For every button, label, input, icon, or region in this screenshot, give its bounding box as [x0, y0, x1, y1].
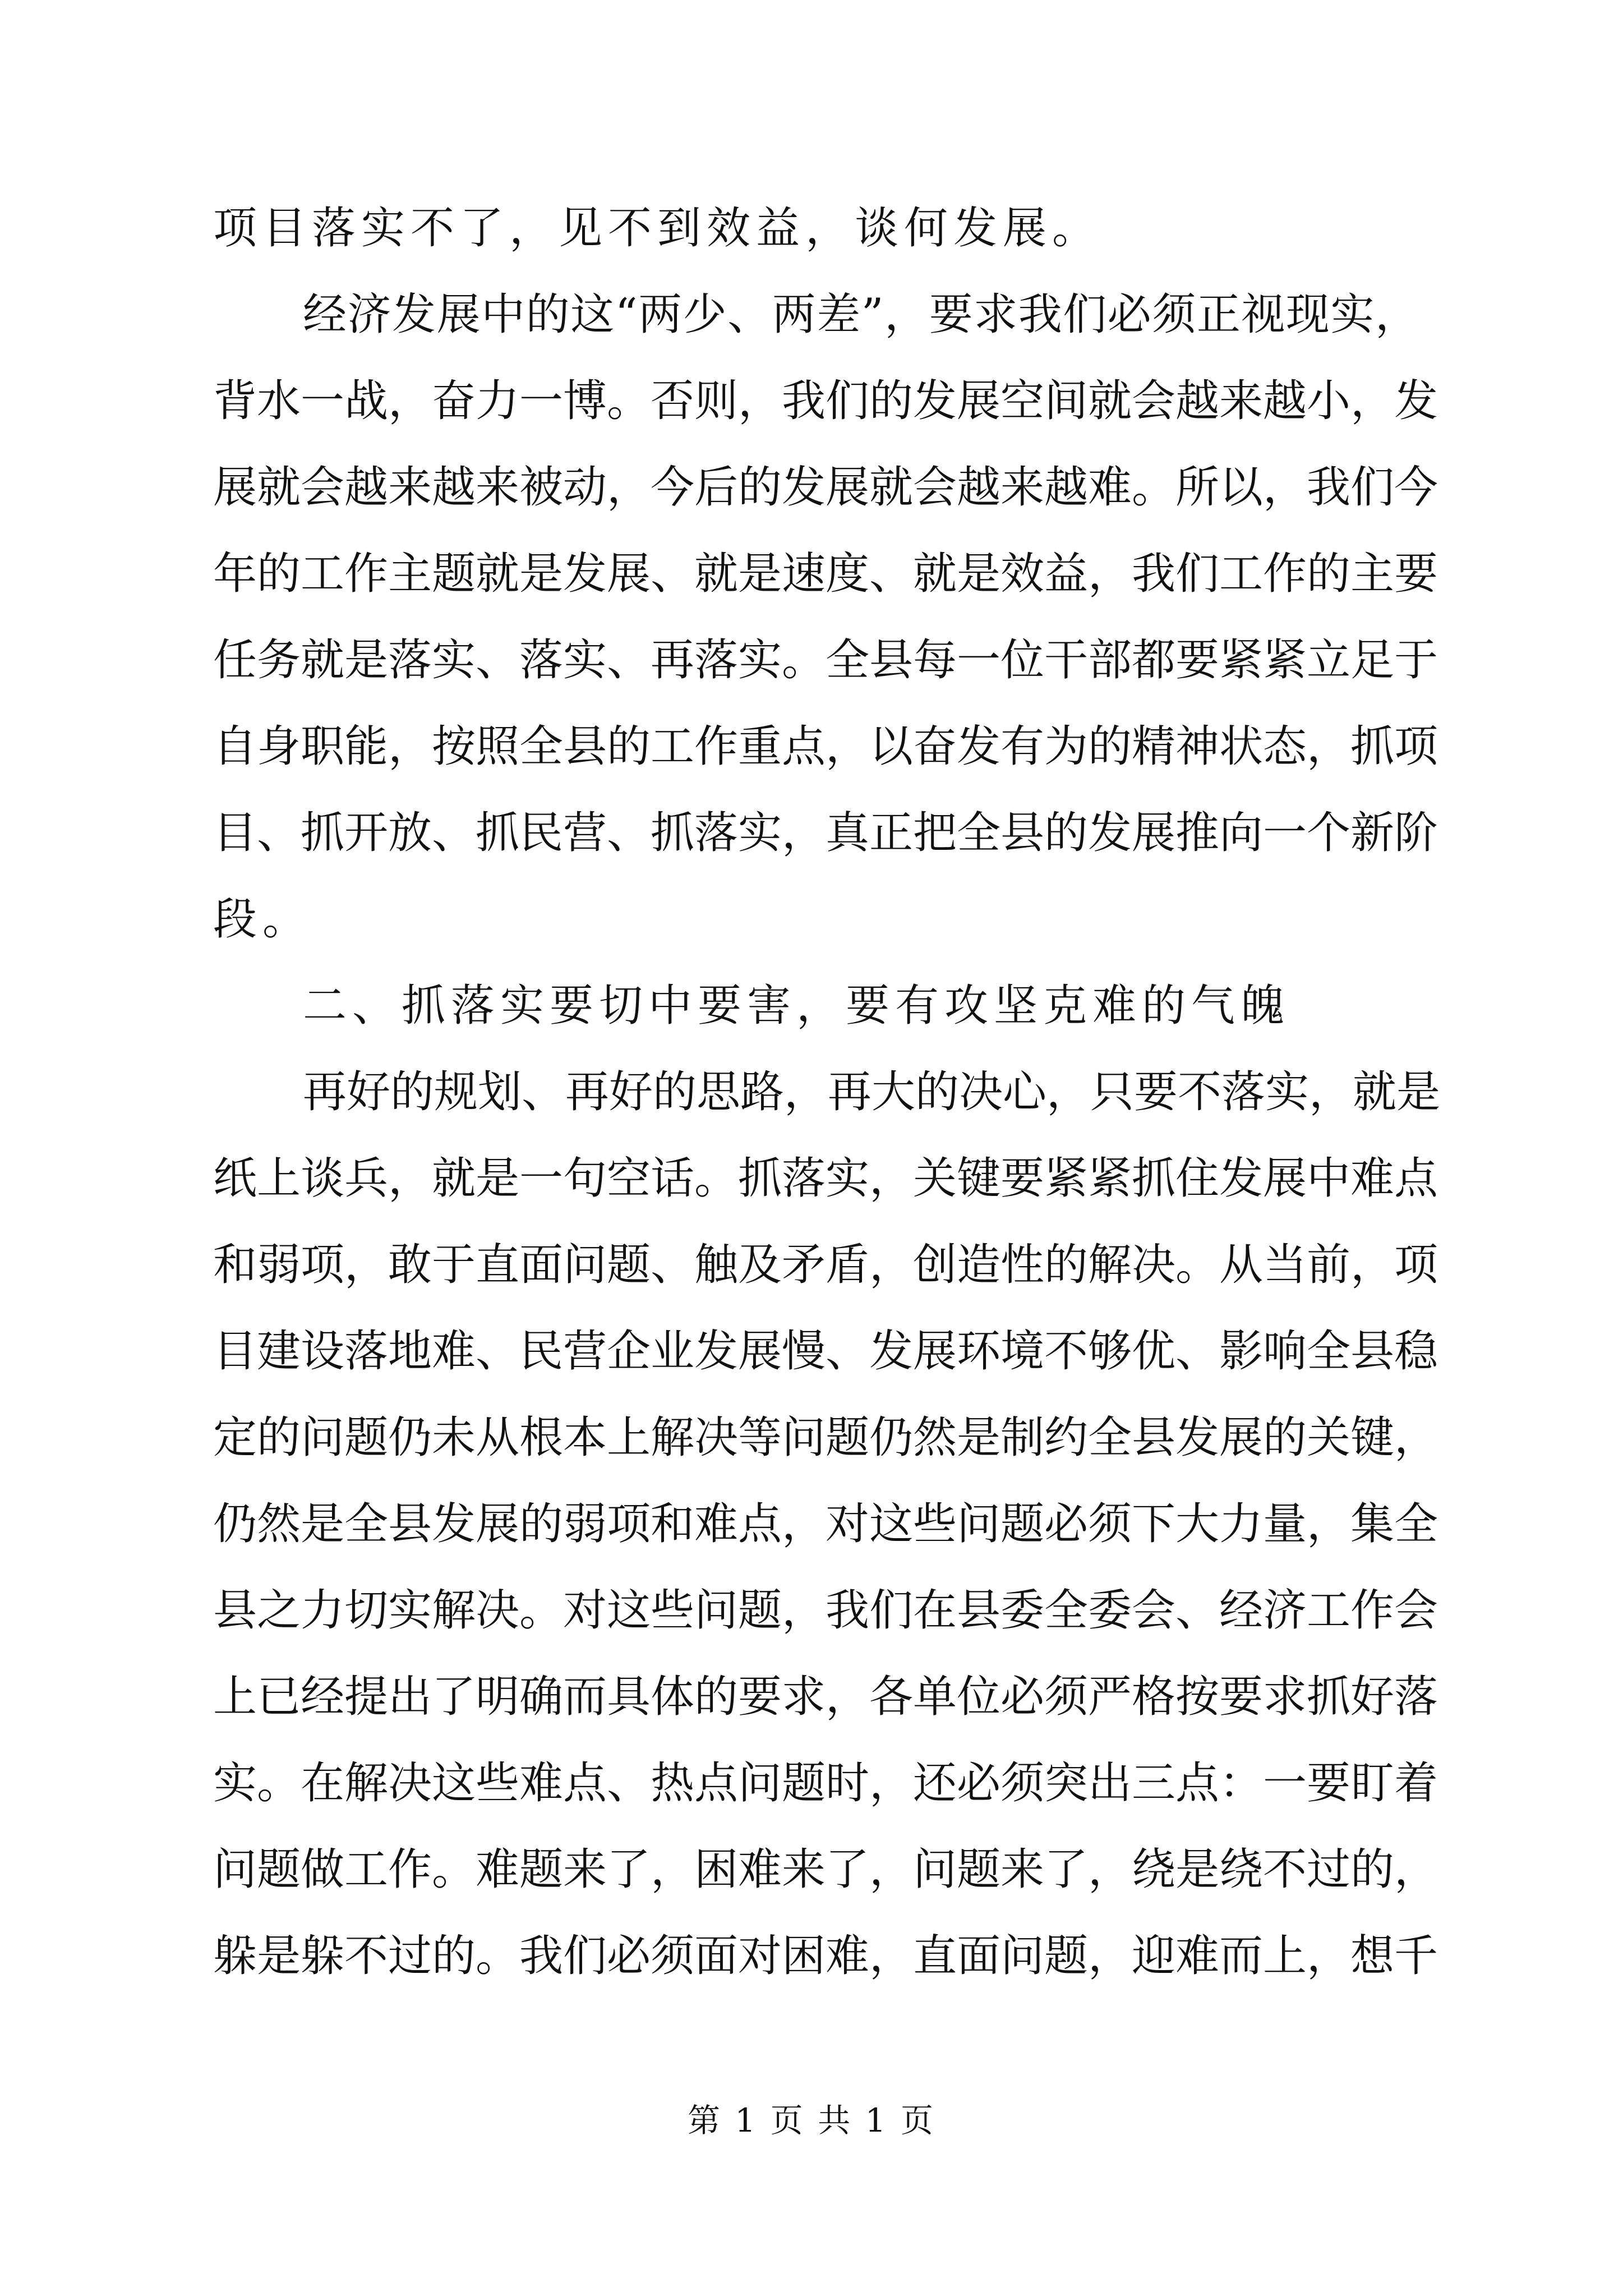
text-line: 目、抓开放、抓民营、抓落实，真正把全县的发展推向一个新阶	[213, 808, 1438, 858]
text-line: 实。在解决这些难点、热点问题时，还必须突出三点：一要盯着	[213, 1758, 1438, 1809]
text-line: 任务就是落实、落实、再落实。全县每一位干部都要紧紧立足于	[213, 635, 1438, 685]
text-line: 背水一战，奋力一博。否则，我们的发展空间就会越来越小，发	[213, 376, 1438, 426]
page-footer: 第 1 页 共 1 页	[688, 2101, 935, 2139]
text-line: 仍然是全县发展的弱项和难点，对这些问题必须下大力量，集全	[213, 1499, 1438, 1549]
text-line: 县之力切实解决。对这些问题，我们在县委全委会、经济工作会	[213, 1585, 1438, 1636]
body-text	[213, 185, 1441, 1999]
text-line: 躲是躲不过的。我们必须面对困难，直面问题，迎难而上，想千	[213, 1931, 1438, 1981]
text-line: 问题做工作。难题来了，困难来了，问题来了，绕是绕不过的，	[213, 1844, 1438, 1895]
text-line: 目建设落地难、民营企业发展慢、发展环境不够优、影响全县稳	[213, 1326, 1438, 1377]
text-line: 自身职能，按照全县的工作重点，以奋发有为的精神状态，抓项	[213, 721, 1438, 772]
text-line: 展就会越来越来被动，今后的发展就会越来越难。所以，我们今	[213, 462, 1438, 513]
text-line: 上已经提出了明确而具体的要求，各单位必须严格按要求抓好落	[213, 1672, 1438, 1722]
text-line: 定的问题仍未从根本上解决等问题仍然是制约全县发展的关键，	[213, 1412, 1438, 1463]
section-heading: 二、抓落实要切中要害，要有攻坚克难的气魄	[303, 981, 1290, 1031]
text-line: 和弱项，敢于直面问题、触及矛盾，创造性的解决。从当前，项	[213, 1240, 1438, 1290]
text-line: 年的工作主题就是发展、就是速度、就是效益，我们工作的主要	[213, 549, 1438, 599]
text-line: 经济发展中的这“两少、两差”，要求我们必须正视现实，	[303, 289, 1419, 340]
text-line: 纸上谈兵，就是一句空话。抓落实，关键要紧紧抓住发展中难点	[213, 1153, 1438, 1204]
text-line: 项目落实不了，见不到效益，谈何发展。	[213, 203, 1102, 254]
text-line: 段。	[213, 894, 312, 945]
text-line: 再好的规划、再好的思路，再大的决心，只要不落实，就是	[303, 1067, 1441, 1117]
